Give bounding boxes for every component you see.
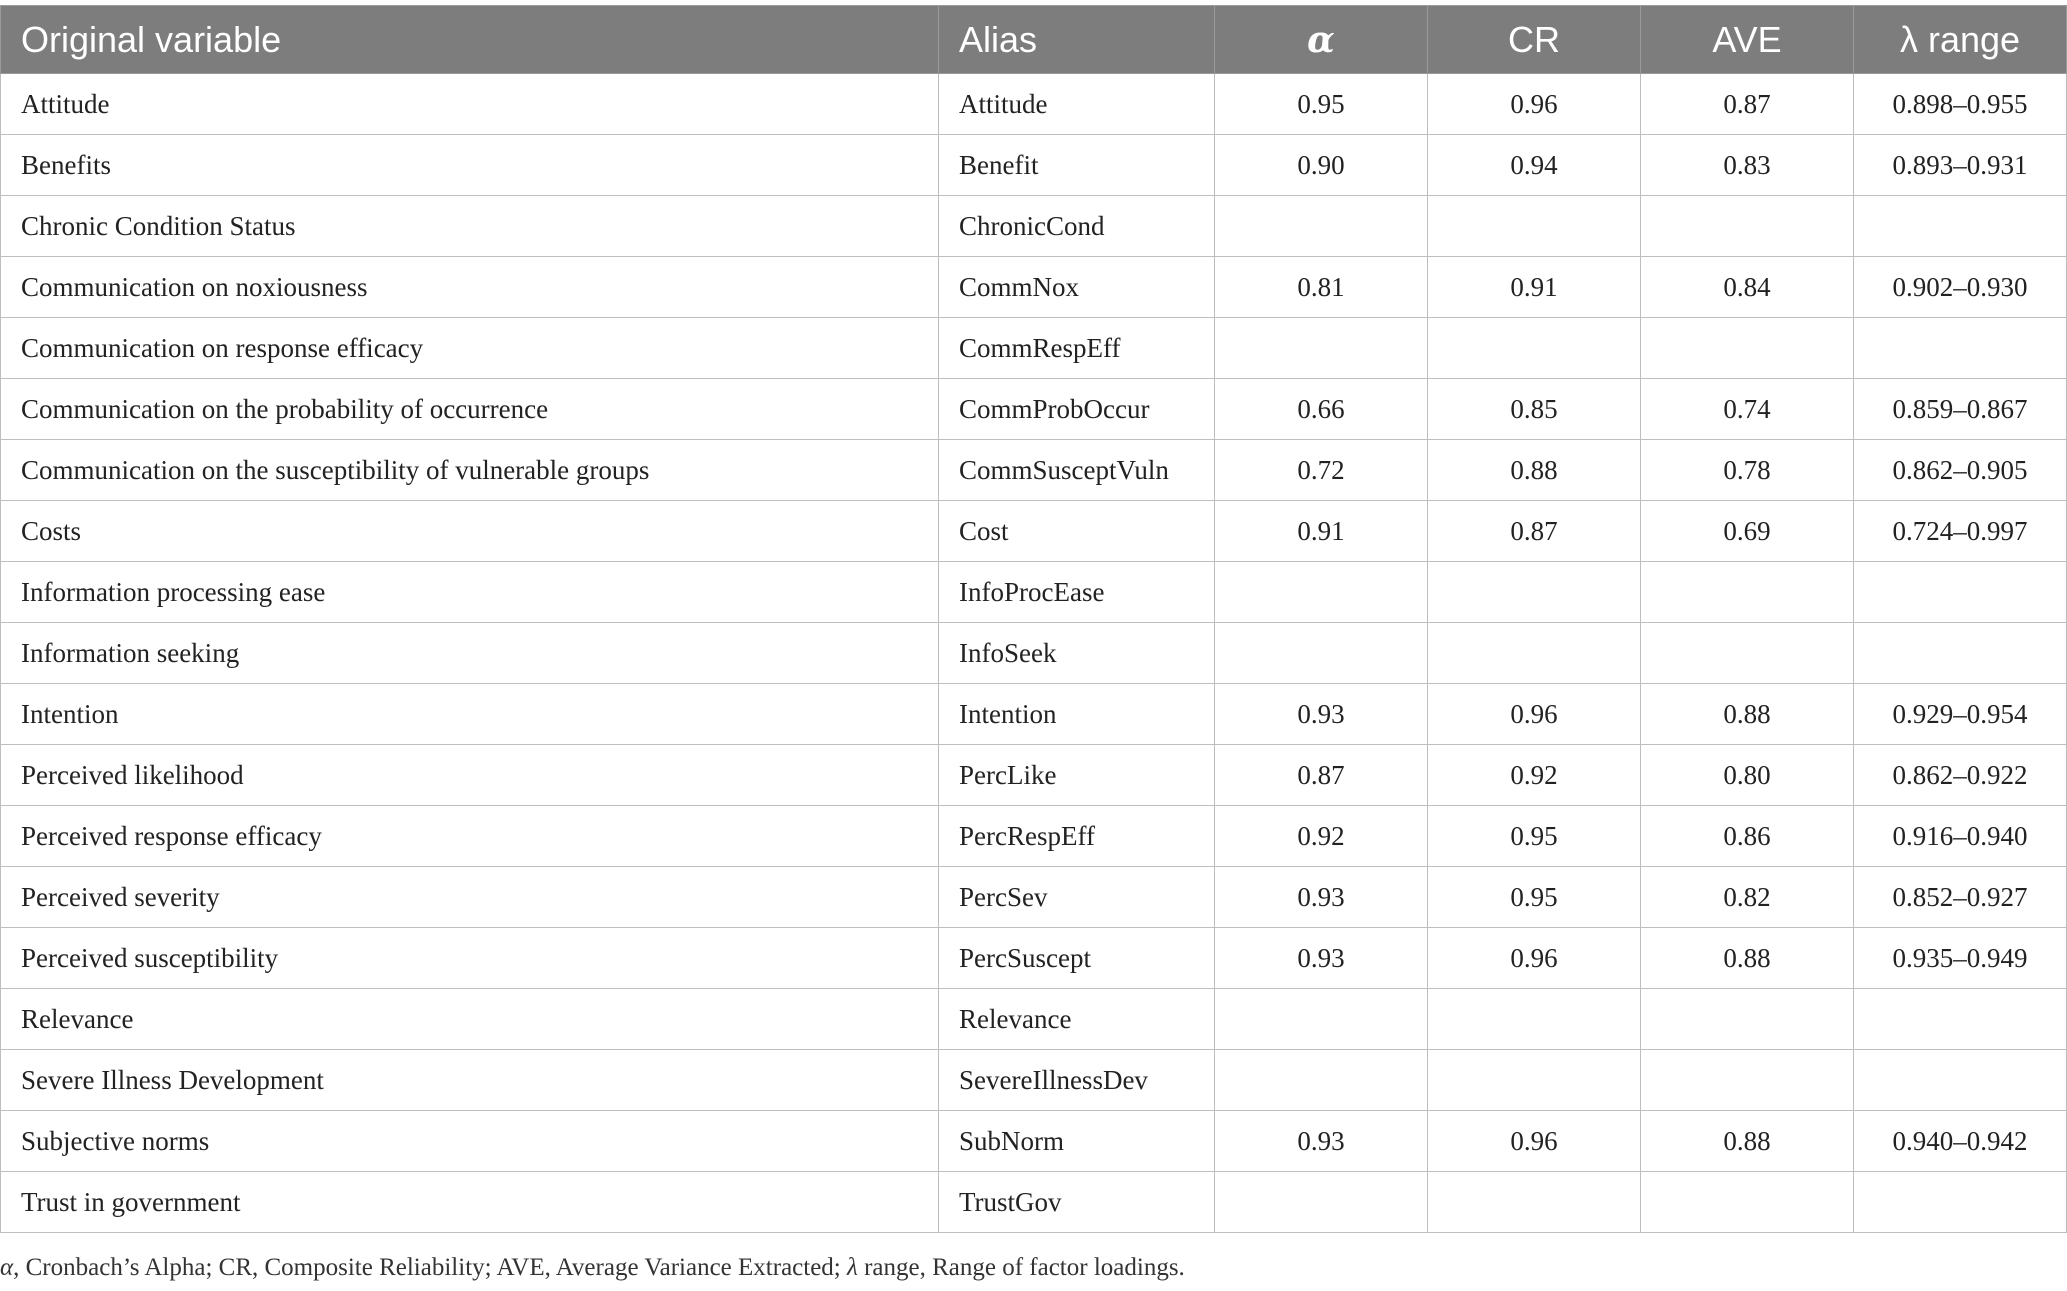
table-body <box>1 74 2067 1233</box>
cell-alias: SevereIllnessDev <box>939 1050 1215 1111</box>
cell-lambda-range: 0.916–0.940 <box>1854 806 2067 867</box>
table-row <box>1 867 2067 928</box>
table-row <box>1 196 2067 257</box>
cell-alias: PercRespEff <box>939 806 1215 867</box>
cell-lambda-range <box>1854 989 2067 1050</box>
cell-original-variable: Attitude <box>1 74 939 135</box>
cell-original-variable: Costs <box>1 501 939 562</box>
cell-alpha: 0.91 <box>1215 501 1428 562</box>
reliability-table <box>0 5 2067 1233</box>
table-row <box>1 684 2067 745</box>
cell-lambda-range: 0.898–0.955 <box>1854 74 2067 135</box>
cell-lambda-range: 0.929–0.954 <box>1854 684 2067 745</box>
header-ave: AVE <box>1641 6 1854 74</box>
cell-lambda-range <box>1854 318 2067 379</box>
table-row <box>1 1050 2067 1111</box>
alpha-symbol: α <box>1307 18 1335 61</box>
cell-cr: 0.94 <box>1428 135 1641 196</box>
table-row <box>1 318 2067 379</box>
cell-alias: CommNox <box>939 257 1215 318</box>
footnote-alpha-text: , Cronbach’s Alpha; CR, Composite Reliability; AVE, Average Variance Extracted; <box>13 1254 847 1281</box>
table-row <box>1 74 2067 135</box>
cell-cr: 0.96 <box>1428 928 1641 989</box>
cell-alias: CommSusceptVuln <box>939 440 1215 501</box>
table-row <box>1 1172 2067 1233</box>
cell-cr: 0.91 <box>1428 257 1641 318</box>
header-original-variable: Original variable <box>1 6 939 74</box>
table-footnote <box>0 1254 1185 1282</box>
header-lambda-range: λ range <box>1854 6 2067 74</box>
cell-alias: PercSuscept <box>939 928 1215 989</box>
cell-ave: 0.88 <box>1641 1111 1854 1172</box>
cell-alpha <box>1215 318 1428 379</box>
cell-original-variable: Perceived severity <box>1 867 939 928</box>
cell-alpha: 0.93 <box>1215 928 1428 989</box>
cell-original-variable: Information seeking <box>1 623 939 684</box>
cell-lambda-range: 0.862–0.922 <box>1854 745 2067 806</box>
cell-alpha: 0.93 <box>1215 867 1428 928</box>
cell-alpha <box>1215 623 1428 684</box>
cell-cr <box>1428 989 1641 1050</box>
cell-ave: 0.78 <box>1641 440 1854 501</box>
table-row <box>1 135 2067 196</box>
cell-alias: Intention <box>939 684 1215 745</box>
table-row <box>1 1111 2067 1172</box>
cell-cr: 0.87 <box>1428 501 1641 562</box>
cell-alias: InfoSeek <box>939 623 1215 684</box>
cell-lambda-range: 0.859–0.867 <box>1854 379 2067 440</box>
cell-lambda-range <box>1854 196 2067 257</box>
table-row <box>1 989 2067 1050</box>
cell-alias: CommProbOccur <box>939 379 1215 440</box>
cell-ave: 0.82 <box>1641 867 1854 928</box>
cell-lambda-range <box>1854 623 2067 684</box>
cell-alias: Benefit <box>939 135 1215 196</box>
cell-alias: SubNorm <box>939 1111 1215 1172</box>
table-row <box>1 257 2067 318</box>
cell-alias: PercLike <box>939 745 1215 806</box>
cell-original-variable: Communication on the probability of occurrence <box>1 379 939 440</box>
cell-alpha: 0.95 <box>1215 74 1428 135</box>
cell-cr <box>1428 196 1641 257</box>
table-row <box>1 562 2067 623</box>
cell-original-variable: Perceived susceptibility <box>1 928 939 989</box>
cell-ave: 0.88 <box>1641 928 1854 989</box>
cell-alias: Cost <box>939 501 1215 562</box>
table-row <box>1 623 2067 684</box>
cell-ave: 0.86 <box>1641 806 1854 867</box>
footnote-lambda-text: range, Range of factor loadings. <box>857 1254 1185 1281</box>
cell-alias: PercSev <box>939 867 1215 928</box>
table-row <box>1 806 2067 867</box>
cell-alpha: 0.81 <box>1215 257 1428 318</box>
cell-lambda-range: 0.852–0.927 <box>1854 867 2067 928</box>
cell-lambda-range: 0.902–0.930 <box>1854 257 2067 318</box>
cell-alpha: 0.87 <box>1215 745 1428 806</box>
cell-original-variable: Perceived response efficacy <box>1 806 939 867</box>
cell-original-variable: Communication on response efficacy <box>1 318 939 379</box>
table-row <box>1 501 2067 562</box>
cell-ave: 0.69 <box>1641 501 1854 562</box>
cell-cr <box>1428 1172 1641 1233</box>
cell-ave: 0.83 <box>1641 135 1854 196</box>
table-header <box>1 6 2067 74</box>
cell-cr <box>1428 562 1641 623</box>
cell-alpha: 0.72 <box>1215 440 1428 501</box>
cell-cr <box>1428 318 1641 379</box>
cell-lambda-range: 0.935–0.949 <box>1854 928 2067 989</box>
cell-ave <box>1641 989 1854 1050</box>
cell-cr: 0.96 <box>1428 1111 1641 1172</box>
cell-lambda-range: 0.940–0.942 <box>1854 1111 2067 1172</box>
footnote-lambda-symbol: λ <box>847 1254 858 1281</box>
cell-alpha <box>1215 1050 1428 1111</box>
cell-ave: 0.80 <box>1641 745 1854 806</box>
table-row <box>1 928 2067 989</box>
cell-original-variable: Subjective norms <box>1 1111 939 1172</box>
cell-original-variable: Chronic Condition Status <box>1 196 939 257</box>
table-row <box>1 745 2067 806</box>
cell-ave <box>1641 1050 1854 1111</box>
cell-ave <box>1641 1172 1854 1233</box>
cell-lambda-range: 0.893–0.931 <box>1854 135 2067 196</box>
cell-alpha <box>1215 562 1428 623</box>
cell-original-variable: Communication on the susceptibility of vulnerable groups <box>1 440 939 501</box>
footnote-alpha-symbol: α <box>0 1254 14 1281</box>
cell-original-variable: Communication on noxiousness <box>1 257 939 318</box>
cell-lambda-range <box>1854 562 2067 623</box>
cell-ave: 0.74 <box>1641 379 1854 440</box>
cell-alpha <box>1215 989 1428 1050</box>
header-cr: CR <box>1428 6 1641 74</box>
cell-cr <box>1428 1050 1641 1111</box>
cell-ave: 0.88 <box>1641 684 1854 745</box>
cell-ave <box>1641 196 1854 257</box>
cell-alias: Relevance <box>939 989 1215 1050</box>
cell-lambda-range <box>1854 1172 2067 1233</box>
cell-ave <box>1641 623 1854 684</box>
cell-ave: 0.87 <box>1641 74 1854 135</box>
cell-cr <box>1428 623 1641 684</box>
cell-alias: ChronicCond <box>939 196 1215 257</box>
cell-cr: 0.88 <box>1428 440 1641 501</box>
header-alpha <box>1215 6 1428 74</box>
cell-ave <box>1641 318 1854 379</box>
cell-original-variable: Perceived likelihood <box>1 745 939 806</box>
reliability-table-container <box>0 5 2066 1233</box>
cell-original-variable: Benefits <box>1 135 939 196</box>
cell-alpha <box>1215 1172 1428 1233</box>
cell-ave: 0.84 <box>1641 257 1854 318</box>
cell-cr: 0.95 <box>1428 806 1641 867</box>
cell-ave <box>1641 562 1854 623</box>
cell-cr: 0.95 <box>1428 867 1641 928</box>
header-row <box>1 6 2067 74</box>
cell-original-variable: Severe Illness Development <box>1 1050 939 1111</box>
cell-alpha <box>1215 196 1428 257</box>
cell-alias: TrustGov <box>939 1172 1215 1233</box>
cell-cr: 0.92 <box>1428 745 1641 806</box>
cell-original-variable: Intention <box>1 684 939 745</box>
cell-alias: CommRespEff <box>939 318 1215 379</box>
cell-lambda-range: 0.862–0.905 <box>1854 440 2067 501</box>
cell-alpha: 0.93 <box>1215 1111 1428 1172</box>
cell-alpha: 0.66 <box>1215 379 1428 440</box>
table-row <box>1 379 2067 440</box>
cell-original-variable: Trust in government <box>1 1172 939 1233</box>
cell-alias: InfoProcEase <box>939 562 1215 623</box>
table-row <box>1 440 2067 501</box>
cell-alpha: 0.90 <box>1215 135 1428 196</box>
cell-alpha: 0.92 <box>1215 806 1428 867</box>
cell-original-variable: Information processing ease <box>1 562 939 623</box>
cell-alias: Attitude <box>939 74 1215 135</box>
cell-lambda-range <box>1854 1050 2067 1111</box>
cell-alpha: 0.93 <box>1215 684 1428 745</box>
cell-original-variable: Relevance <box>1 989 939 1050</box>
cell-cr: 0.96 <box>1428 684 1641 745</box>
cell-lambda-range: 0.724–0.997 <box>1854 501 2067 562</box>
cell-cr: 0.96 <box>1428 74 1641 135</box>
header-alias: Alias <box>939 6 1215 74</box>
cell-cr: 0.85 <box>1428 379 1641 440</box>
